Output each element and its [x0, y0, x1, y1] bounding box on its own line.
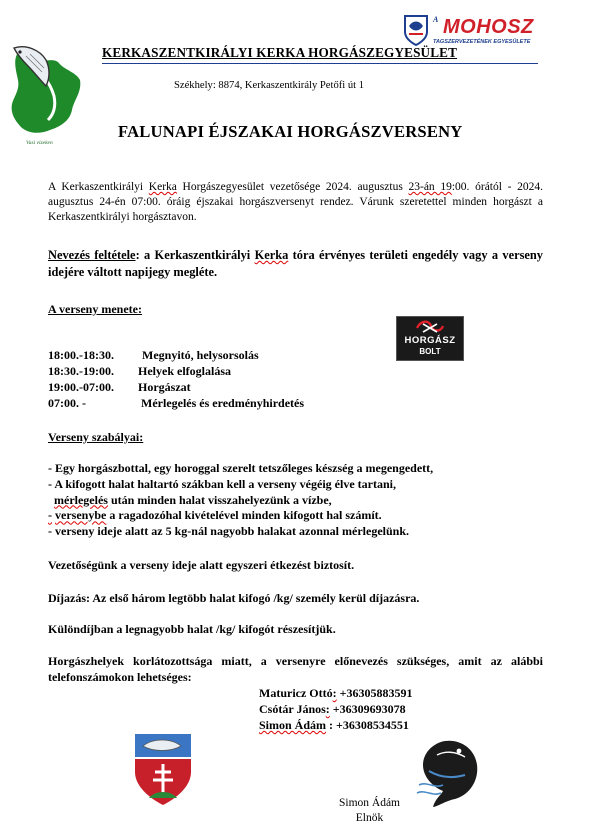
schedule-heading: A verseny menete:: [48, 302, 142, 316]
rule-item: - Egy horgászbottal, egy horoggal szerelt tetszőleges készség a megengedett,: [48, 461, 434, 475]
meal-paragraph: Vezetőségünk a verseny ideje alatt egyszeri étkezést biztosít.: [48, 558, 355, 572]
signature-block: [332, 796, 407, 826]
schedule-time: 19:00.-07:00.: [48, 380, 114, 394]
coat-of-arms-icon: [133, 732, 193, 807]
special-prize-paragraph: Különdíjban a legnagyobb halat /kg/ kifogót részesítjük.: [48, 622, 336, 636]
contact-list: [259, 685, 412, 733]
fish-map-icon: [6, 40, 86, 150]
rule-item: - versenybe a ragadozóhal kivételével minden kifogott hal számít.: [48, 508, 382, 523]
contact-row: Maturicz Ottó: +36305883591: [259, 686, 413, 700]
rule-item: - A kifogott halat haltartó szákban kell a verseny végéig élve tartani,: [48, 476, 396, 491]
mohosz-shield-icon: [403, 14, 429, 46]
prizes-paragraph: Díjazás: Az első három legtöbb halat kifogó /kg/ személy kerül díjazásra.: [48, 591, 420, 605]
phone-number: +36308534551: [336, 718, 409, 732]
page-title: FALUNAPI ÉJSZAKAI HORGÁSZVERSENY: [118, 122, 463, 141]
coat-of-arms: [133, 732, 193, 807]
mohosz-letter: A: [433, 15, 439, 24]
signature-name: Simon Ádám: [338, 797, 400, 809]
sponsor-logo: [396, 316, 464, 361]
schedule-time: 18:00.-18:30.: [48, 348, 114, 362]
date-start: 23-án 19: [408, 181, 452, 193]
sponsor-line2: BOLT: [419, 347, 441, 356]
entry-condition: Nevezés feltétele: a Kerkaszentkirályi Kerka tóra érvényes területi engedély vagy a verseny idejére váltott napijegy megléte.: [48, 248, 543, 279]
schedule-desc: Mérlegelés és eredményhirdetés: [141, 396, 305, 410]
org-title-rule: [102, 63, 538, 64]
schedule-desc: Horgászat: [138, 380, 191, 394]
club-logo: [6, 40, 86, 150]
phone-number: +36309693078: [332, 702, 406, 716]
schedule-desc: Megnyitó, helysorsolás: [142, 348, 259, 362]
intro-paragraph: A Kerkaszentkirályi Kerka Horgászegyesület vezetősége 2024. augusztus 23-án 19:00. órától - 2024. augusztus 24-én 07:00. óráig éjszakai horgászversenyt rendez. Várunk szeretettel minden horgászt a Kerkaszentkirályi horgásztavon.: [48, 181, 543, 223]
seat-address: Székhely: 8874, Kerkaszentkirály Petőfi út 1: [174, 80, 365, 91]
rule-item: mérlegelés után minden halat visszahelyezünk a vízbe,: [54, 492, 332, 507]
contact-row: Simon Ádám : +36308534551: [259, 718, 409, 732]
rule-item: - verseny ideje alatt az 5 kg-nál nagyobb halakat azonnal mérlegelünk.: [48, 524, 410, 539]
signature-title: Elnök: [355, 812, 384, 824]
schedule-time: 07:00. -: [48, 396, 86, 410]
schedule-desc: Helyek elfoglalása: [138, 364, 231, 378]
kerka-word: Kerka: [148, 181, 177, 193]
jumping-fish-icon: [415, 737, 483, 809]
kerka-word: Kerka: [254, 248, 289, 262]
registration-paragraph: Horgászhelyek korlátozottsága miatt, a versenyre előnevezés szükséges, amit az alábbi telefonszámokon lehetséges:: [48, 654, 543, 684]
hook-icon: [397, 318, 463, 336]
mohosz-name: MOHOSZ: [443, 16, 534, 38]
org-title: KERKASZENTKIRÁLYI KERKA HORGÁSZEGYESÜLET: [102, 45, 458, 60]
rules-list: [48, 461, 543, 540]
mohosz-tagline: TAGSZERVEZETÉNEK EGYESÜLETE: [433, 39, 531, 45]
contact-row: Csótár János: +36309693078: [259, 702, 406, 716]
fish-emblem: [415, 737, 483, 809]
rules-heading: Verseny szabályai:: [48, 430, 144, 444]
entry-label: Nevezés feltétele: [48, 248, 136, 262]
club-logo-caption: Vasi vizeken: [26, 140, 53, 146]
sponsor-line1: HORGÁSZ: [404, 335, 456, 346]
schedule-time: 18:30.-19:00.: [48, 364, 114, 378]
phone-number: +36305883591: [339, 686, 413, 700]
